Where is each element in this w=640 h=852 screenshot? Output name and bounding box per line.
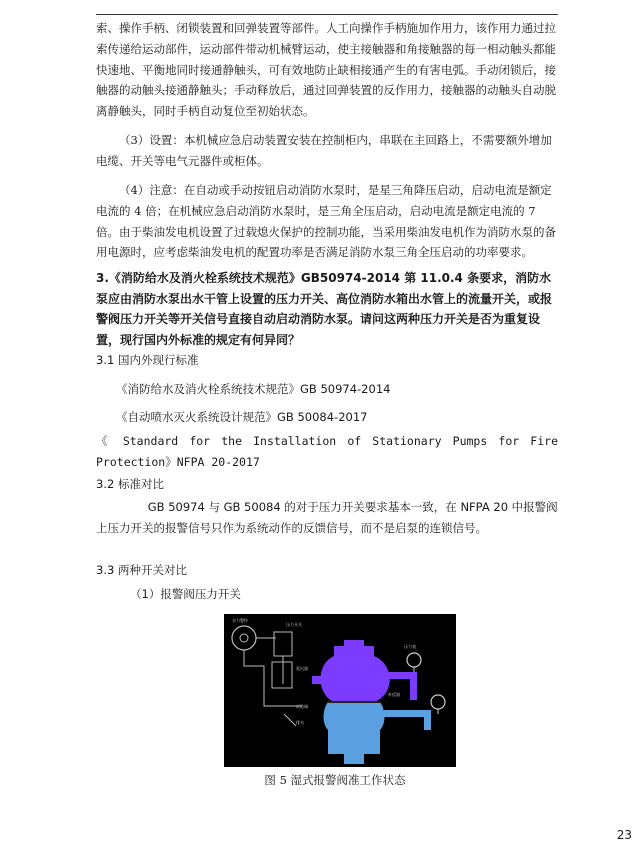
paragraph-continued: 索、操作手柄、闭锁装置和回弹装置等部件。人工向操作手柄施加作用力，该作用力通过拉索传递给运动部件，运动部件带动机械臂运动，使主接触器和角接触器的每一相动触头都能快速地、平衡地同时接通静触头，可有效地防止缺相接通产生的有害电弧。手动闭锁后，接触器的动触头接通静触头；手动释放后，通过回弹装置的反作用力，接触器的动触头自动脱离静触头，同时手柄自动复位至初始状态。 <box>96 21 556 119</box>
header-rule <box>96 14 558 15</box>
reference-gb50084: 《自动喷水灭火系统设计规范》GB 50084-2017 <box>116 410 368 424</box>
section-3-3-1-subheading: （1）报警阀压力开关 <box>130 587 241 601</box>
alarm-valve-diagram <box>224 614 456 767</box>
section-3-2-heading: 3.2 标准对比 <box>96 477 164 491</box>
section-3-2-text: GB 50974 与 GB 50084 的对于压力开关要求基本一致，在 NFPA 20 中报警阀上压力开关的报警信号只作为系统动作的反馈信号，而不是启泵的连锁信号。 <box>96 500 558 535</box>
figure-caption: 图 5 湿式报警阀准工作状态 <box>264 773 406 787</box>
label-alarm-bell: 水力警铃 <box>232 618 248 623</box>
label-gauge: 压力表 <box>404 644 416 649</box>
alarm-valve-figure <box>224 614 456 767</box>
label-delay: 延迟器 <box>296 666 308 671</box>
label-compensator: 补偿器 <box>388 692 400 697</box>
paragraph-caution: （4）注意：在自动或手动按钮启动消防水泵时，是星三角降压启动，启动电流是额定电流的 4 倍；在机械应急启动消防水泵时，是三角全压启动，启动电流是额定电流的 7 倍。由于柴油发电机设置了过载熄火保护的控制功能，当采用柴油发电机作为消防水泵的备用电源时，应考虑柴油发电机的配置功率是否满足消防水泵三角全压启动的功率要求。 <box>96 183 556 260</box>
valve-lower-chamber <box>324 702 385 754</box>
label-drain: 排水 <box>296 720 304 725</box>
reference-nfpa20: 《 Standard for the Installation of Stationary Pumps for Fire Protection》NFPA 20-2017 <box>96 434 558 469</box>
section-3-3-heading: 3.3 两种开关对比 <box>96 563 187 577</box>
reference-gb50974: 《消防给水及消火栓系统技术规范》GB 50974-2014 <box>116 382 391 396</box>
paragraph-setting: （3）设置：本机械应急启动装置安装在控制柜内，串联在主回路上，不需要额外增加电缆、开关等电气元器件或柜体。 <box>96 133 552 168</box>
section-3-1-heading: 3.1 国内外现行标准 <box>96 353 199 367</box>
page-number: 23 <box>616 828 632 842</box>
label-test-valve: 试验阀 <box>296 704 308 709</box>
question-3: 3.《消防给水及消火栓系统技术规范》GB50974-2014 第 11.0.4 条要求，消防水泵应由消防水泵出水干管上设置的压力开关、高位消防水箱出水管上的流量开关，或报警阀压力开关等开关信号直接自动启动消防水泵。请问这两种压力开关是否为重复设置，现行国内外标准的规定有何异同？ <box>96 271 553 347</box>
label-pressure-switch: 压力开关 <box>286 622 302 627</box>
